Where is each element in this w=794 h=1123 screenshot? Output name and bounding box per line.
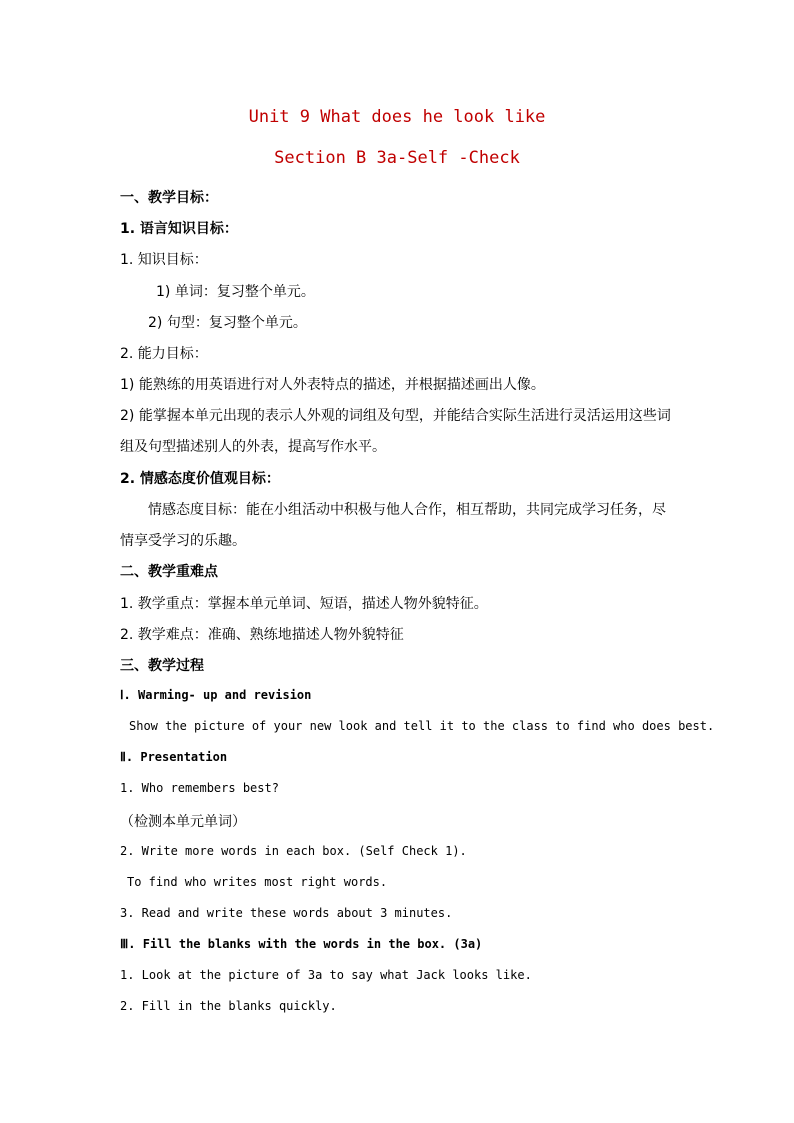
document-title: Unit 9 What does he look like bbox=[248, 107, 546, 127]
text-line: 情享受学习的乐趣。 bbox=[120, 533, 246, 549]
text-line: 1) 单词：复习整个单元。 bbox=[156, 284, 315, 300]
text-line: 组及句型描述别人的外表，提高写作水平。 bbox=[120, 439, 386, 455]
text-line: 1. Look at the picture of 3a to say what Jack looks like. bbox=[120, 968, 532, 982]
text-line: 情感态度目标：能在小组活动中积极与他人合作，相互帮助，共同完成学习任务，尽 bbox=[148, 502, 666, 518]
section-heading-key-points: 二、教学重难点 bbox=[120, 564, 218, 580]
text-line: Show the picture of your new look and tell it to the class to find who does best. bbox=[129, 719, 715, 733]
subheading-language-knowledge: 1. 语言知识目标： bbox=[120, 221, 238, 237]
subheading-attitude: 2. 情感态度价值观目标： bbox=[120, 471, 280, 487]
section-heading-process: 三、教学过程 bbox=[120, 658, 204, 674]
text-line: （检测本单元单词） bbox=[120, 814, 246, 830]
text-line: To find who writes most right words. bbox=[127, 875, 388, 889]
document-subtitle: Section B 3a-Self -Check bbox=[274, 148, 520, 168]
text-line: 1. 知识目标： bbox=[120, 252, 208, 268]
text-line: 2. 能力目标： bbox=[120, 346, 208, 362]
step-heading-presentation: Ⅱ. Presentation bbox=[120, 750, 228, 764]
step-heading-fill-blanks: Ⅲ. Fill the blanks with the words in the box. (3a) bbox=[120, 937, 483, 951]
text-line: 3. Read and write these words about 3 minutes. bbox=[120, 906, 453, 920]
text-line: 1. Who remembers best? bbox=[120, 781, 279, 795]
text-line: 2) 句型：复习整个单元。 bbox=[148, 315, 307, 331]
section-heading-objectives: 一、教学目标： bbox=[120, 190, 218, 206]
text-line: 2. Write more words in each box. (Self Check 1). bbox=[120, 844, 467, 858]
text-line: 2) 能掌握本单元出现的表示人外观的词组及句型，并能结合实际生活进行灵活运用这些词 bbox=[120, 408, 671, 424]
text-line: 2. 教学难点：准确、熟练地描述人物外貌特征 bbox=[120, 627, 404, 643]
step-heading-warming-up: Ⅰ. Warming- up and revision bbox=[120, 688, 312, 702]
text-line: 1) 能熟练的用英语进行对人外表特点的描述，并根据描述画出人像。 bbox=[120, 377, 545, 393]
text-line: 2. Fill in the blanks quickly. bbox=[120, 999, 337, 1013]
text-line: 1. 教学重点：掌握本单元单词、短语，描述人物外貌特征。 bbox=[120, 596, 488, 612]
